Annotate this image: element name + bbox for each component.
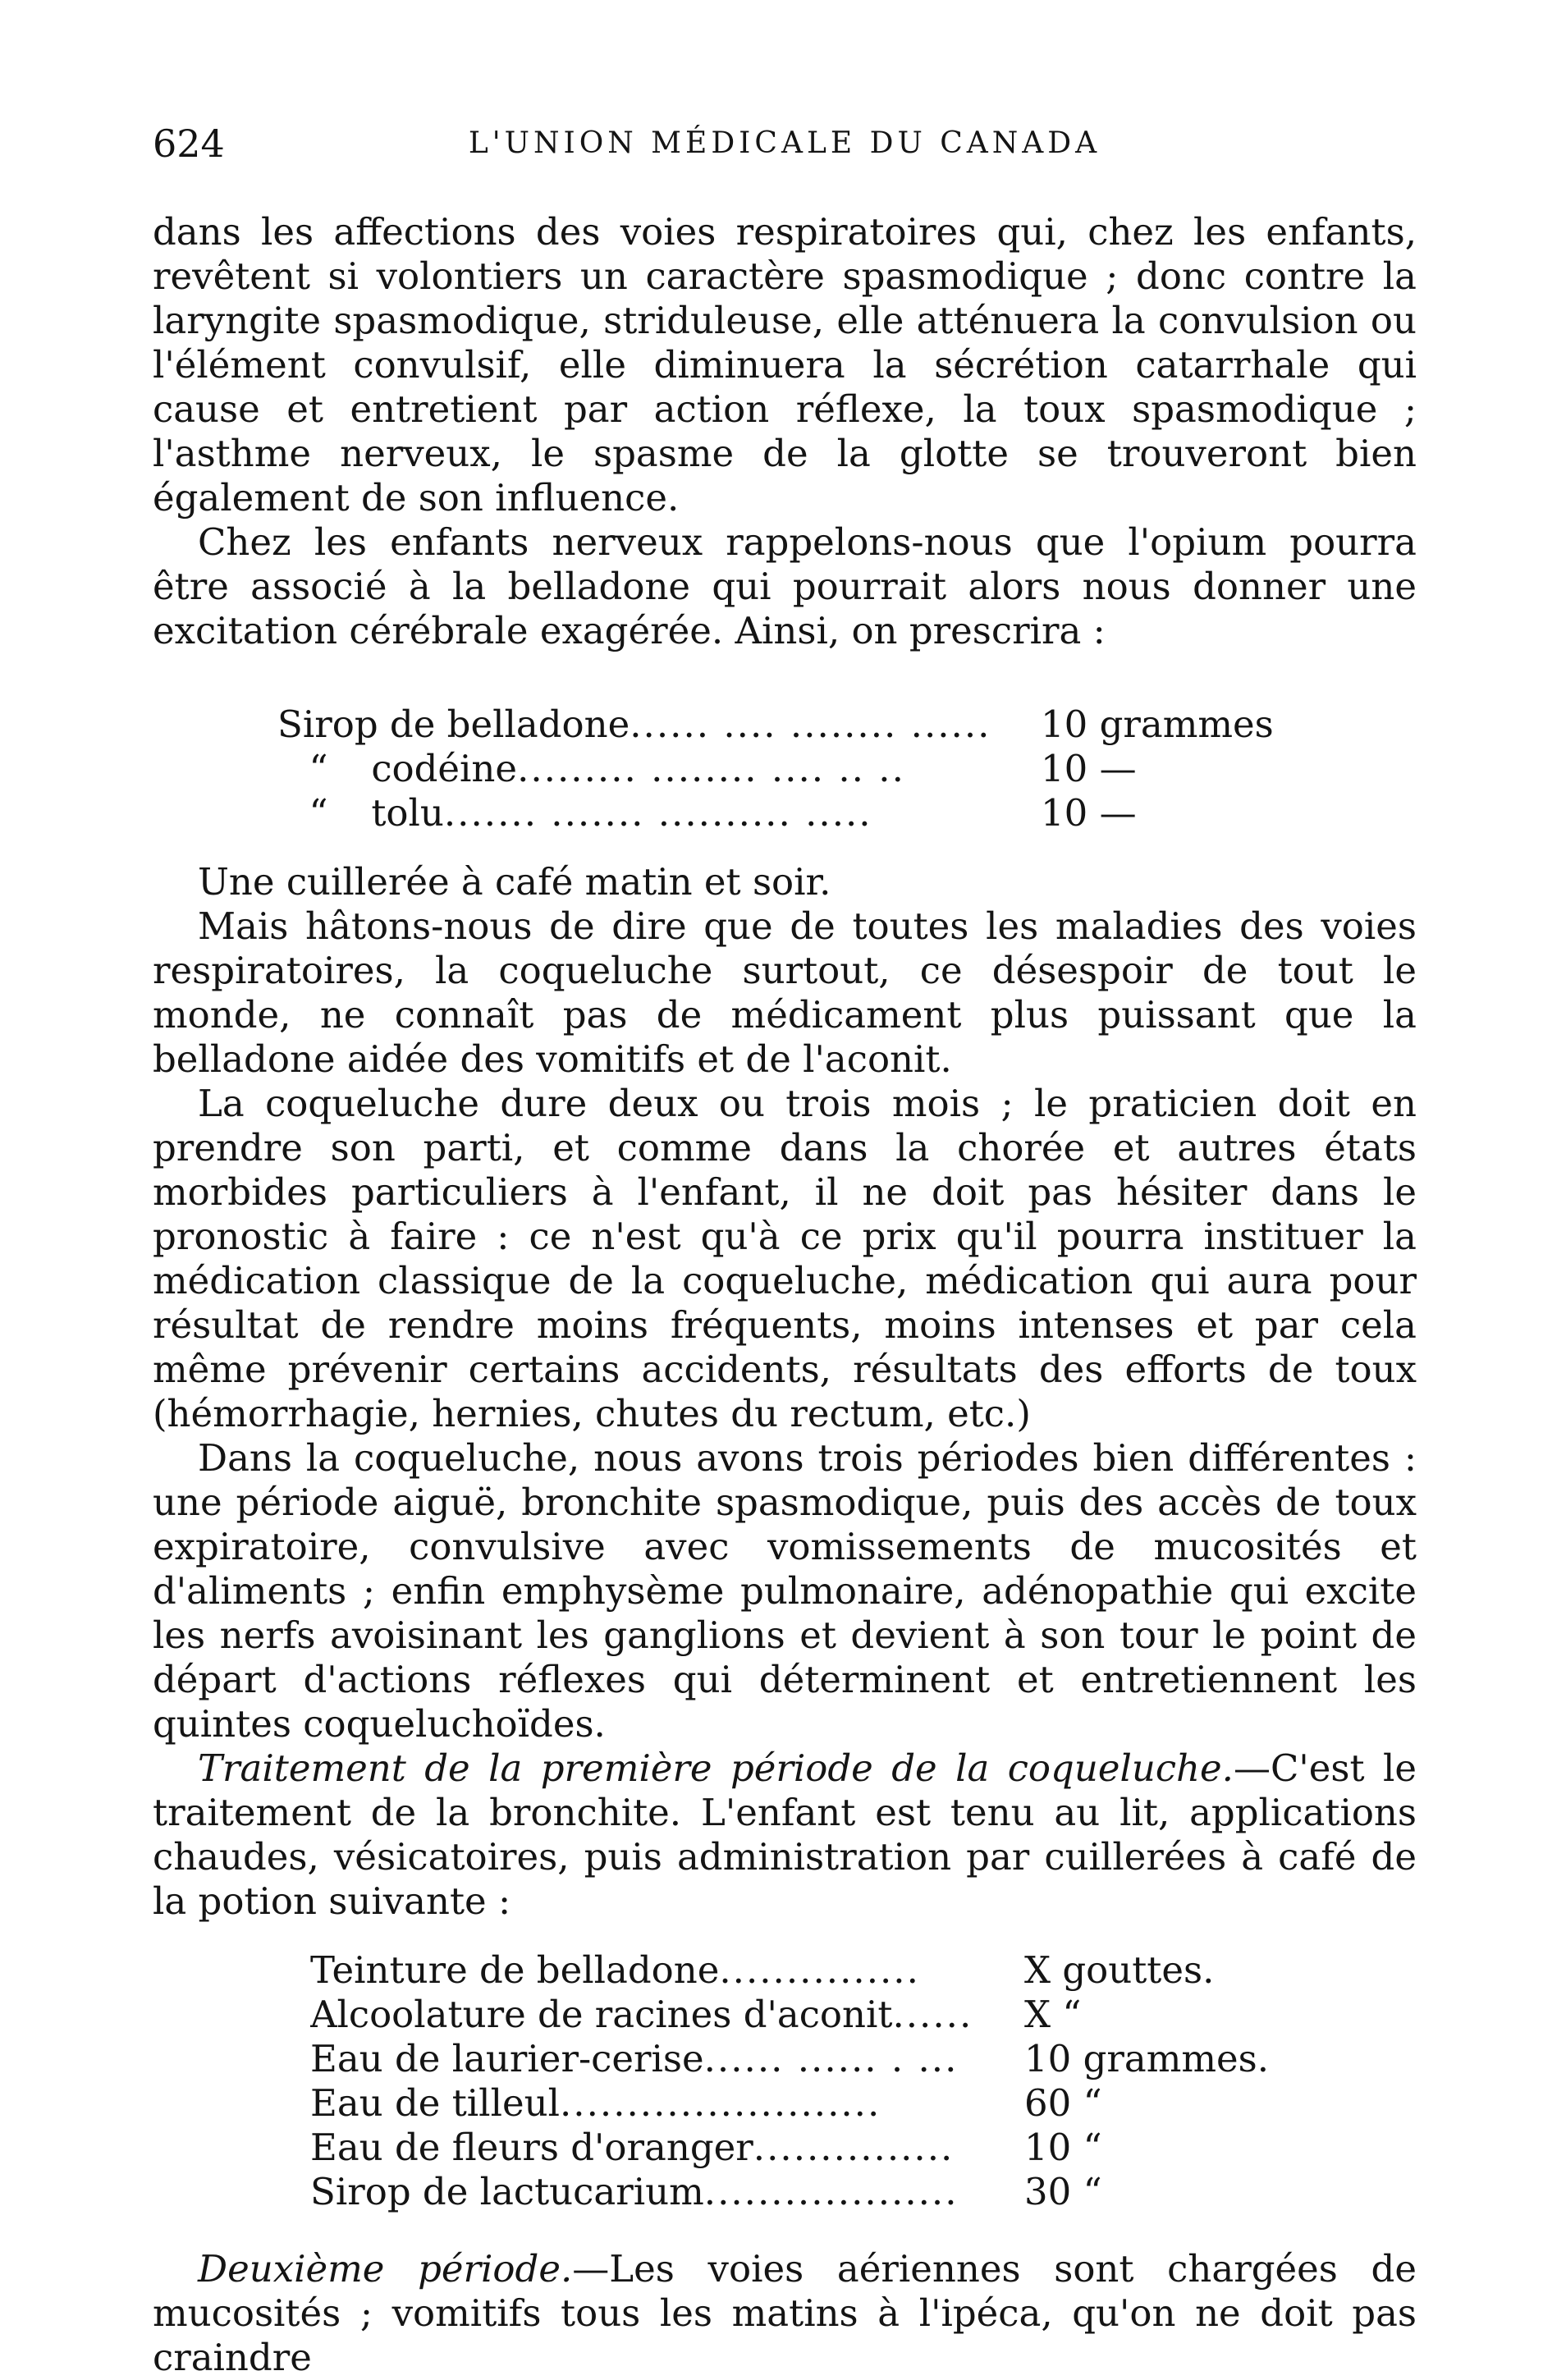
section-text: —C'est le traitement de la bronchite. L'enfant est tenu au lit, applications chaudes, vésicatoires, puis administration par cuillerées à café de la potion suivante : bbox=[153, 1746, 1417, 1923]
paragraph-dosage: Une cuillerée à café matin et soir. bbox=[198, 860, 831, 904]
page-number: 624 bbox=[153, 121, 225, 166]
prescription-line bbox=[277, 791, 1417, 835]
prescription-line bbox=[277, 747, 1417, 791]
ingredient-name: Eau de tilleul bbox=[310, 2081, 560, 2125]
paragraph-coqueluche-duree: La coqueluche dure deux ou trois mois ; le praticien doit en prendre son parti, et comme dans la chorée et autres états morbides particuliers à l'enfant, il ne doit pas hésiter dans le pronostic à faire : ce n'est qu'à ce prix qu'il pourra instituer la médication classique de la coqueluche, médication qui aura pour résultat de rendre moins fréquents, moins intenses et par cela même prévenir certains accidents, résultats des efforts de toux (hémorrhagie, hernies, chutes du rectum, etc.) bbox=[153, 1082, 1417, 1435]
ditto-mark: “ bbox=[309, 791, 328, 835]
ingredient-quantity: 10 — bbox=[1041, 791, 1137, 835]
leader-dots: ......... ........ .... .. .. bbox=[517, 747, 905, 790]
ingredient-name: Eau de laurier-cerise bbox=[310, 2037, 704, 2080]
paragraph-premiere-periode bbox=[153, 1746, 1417, 1924]
ditto-mark: “ bbox=[309, 747, 328, 790]
prescription-line bbox=[310, 1948, 1417, 1993]
leader-dots: ....... ....... .......... ..... bbox=[443, 791, 872, 835]
ingredient-quantity: 60 “ bbox=[1024, 2081, 1102, 2125]
paragraph-coqueluche-belladone: Mais hâtons-nous de dire que de toutes les maladies des voies respiratoires, la coqueluche surtout, ce désespoir de tout le monde, ne connaît pas de médicament plus puissant que la belladone aidée des vomitifs et de l'aconit. bbox=[153, 904, 1417, 1081]
prescription-line bbox=[310, 2081, 1417, 2126]
section-heading: Traitement de la première période de la coqueluche. bbox=[198, 1746, 1234, 1790]
prescription-line bbox=[310, 2126, 1417, 2170]
ingredient-quantity: X gouttes. bbox=[1024, 1948, 1215, 1992]
leader-dots: ...... .... ........ ...... bbox=[630, 703, 991, 746]
prescription-line bbox=[310, 1993, 1417, 2037]
ingredient-name: Sirop de belladone bbox=[277, 703, 630, 746]
paragraph-trois-periodes: Dans la coqueluche, nous avons trois périodes bien différentes : une période aiguë, bronchite spasmodique, puis des accès de toux expiratoire, convulsive avec vomissements de mucosités et d'aliments ; enfin emphysème pulmonaire, adénopathie qui excite les nerfs avoisinant les ganglions et devient à son tour le point de départ d'actions réflexes qui déterminent et entretiennent les quintes coqueluchoïdes. bbox=[153, 1436, 1417, 1746]
ingredient-name: tolu bbox=[371, 791, 444, 835]
ingredient-quantity: 10 grammes bbox=[1041, 703, 1274, 746]
ingredient-name: Alcoolature de racines d'aconit bbox=[310, 1993, 893, 2036]
ingredient-name: codéine bbox=[371, 747, 518, 790]
prescription-sirop bbox=[277, 703, 1417, 835]
leader-dots: ................... bbox=[703, 2170, 959, 2213]
ingredient-quantity: 10 — bbox=[1041, 747, 1137, 790]
paragraph-enfants-nerveux: Chez les enfants nerveux rappelons-nous que l'opium pourra être associé à la belladone qui pourrait alors nous donner une excitation cérébrale exagérée. Ainsi, on prescrira : bbox=[153, 520, 1417, 652]
ingredient-quantity: X “ bbox=[1024, 1993, 1082, 2036]
ingredient-quantity: 10 grammes. bbox=[1024, 2037, 1270, 2080]
leader-dots: ...... ...... . ... bbox=[703, 2037, 959, 2080]
paragraph-affections: dans les affections des voies respiratoires qui, chez les enfants, revêtent si volontiers un caractère spasmodique ; donc contre la laryngite spasmodique, striduleuse, elle atténuera la convulsion ou l'élément convulsif, elle diminuera la sécrétion catarrhale qui cause et entretient par action réflexe, la toux spasmodique ; l'asthme nerveux, le spasme de la glotte se trouveront bien également de son influence. bbox=[153, 210, 1417, 519]
leader-dots: ............... bbox=[753, 2126, 955, 2169]
leader-dots: ...... bbox=[892, 1993, 973, 2036]
running-head: L'UNION MÉDICALE DU CANADA bbox=[468, 126, 1101, 160]
prescription-potion bbox=[310, 1948, 1417, 2214]
ingredient-name: Sirop de lactucarium bbox=[310, 2170, 704, 2213]
ingredient-quantity: 10 “ bbox=[1024, 2126, 1102, 2169]
prescription-line bbox=[310, 2170, 1417, 2214]
leader-dots: ........................ bbox=[559, 2081, 881, 2125]
paragraph-deuxieme-periode bbox=[153, 2247, 1417, 2380]
section-heading: Deuxième période. bbox=[198, 2247, 573, 2291]
ingredient-name: Eau de fleurs d'oranger bbox=[310, 2126, 753, 2169]
page-header bbox=[153, 121, 1417, 171]
page-body bbox=[153, 210, 1417, 2380]
section-text: —Les voies aériennes sont chargées de mucosités ; vomitifs tous les matins à l'ipéca, qu'on ne doit pas craindre bbox=[153, 2247, 1417, 2379]
leader-dots: ............... bbox=[719, 1948, 920, 1992]
ingredient-name: Teinture de belladone bbox=[310, 1948, 720, 1992]
prescription-line bbox=[277, 703, 1417, 747]
ingredient-quantity: 30 “ bbox=[1024, 2170, 1102, 2213]
prescription-line bbox=[310, 2037, 1417, 2081]
